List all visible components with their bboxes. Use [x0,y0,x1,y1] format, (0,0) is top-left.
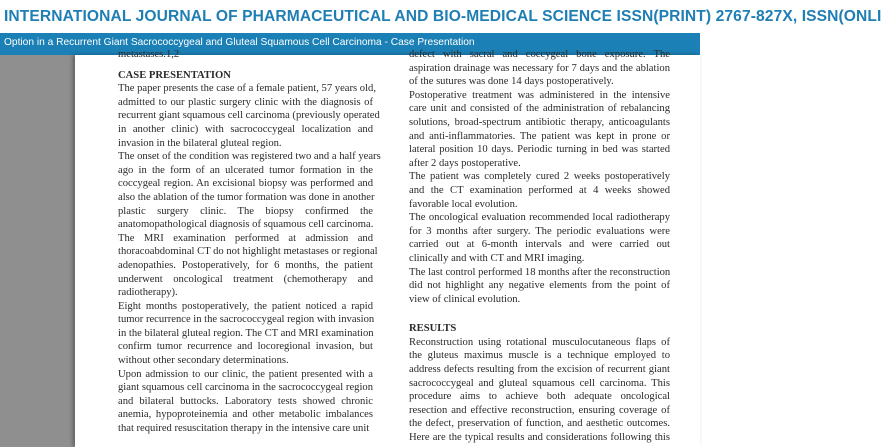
text-line: thoracoabdominal CT do not highlight metastases or regional [118,246,378,258]
article-title: Option in a Recurrent Giant Sacrococcygeal and Gluteal Squamous Cell Carcinoma - Case Presentation [4,37,475,48]
right-paragraph-4 [409,266,670,307]
left-paragraph-2 [118,150,381,300]
text-line: the gluteus maximus muscle is a technique employed to [409,350,670,362]
text-line: clinically and with CT and MRI imaging. [409,252,585,264]
text-line: aspiration drainage was necessary for 7 days and the ablation [409,62,670,74]
right-paragraph-3 [409,211,670,265]
text-line: recurrent giant squamous cell carcinoma (previously operated [118,110,380,122]
pdf-viewer[interactable] [0,49,700,447]
text-line: in another clinic) with sacrococcygeal localization and [118,123,373,135]
case-presentation-heading: CASE PRESENTATION [118,69,231,81]
text-line: care unit and consisted of the administration of rebalancing [409,103,670,115]
text-line: of the sutures was done 14 days postoperatively. [409,76,614,88]
text-line: plastic surgery clinic. The biopsy confirmed the [118,205,373,217]
text-line: Reconstruction using rotational musculocutaneous flaps of [409,336,670,348]
text-line: anemia, hypoproteinemia and other metabolic imbalances [118,409,373,421]
text-line: The onset of the condition was registered two and a half years [118,151,381,163]
text-line: for 3 months after surgery. The periodic evaluations were [409,225,670,237]
text-line: the defect, preservation of function, and aesthetic outcomes. [409,418,670,430]
text-line: underwent oncological treatment (chemotherapy and [118,273,373,285]
left-top-fragment: metastases.1,2 [118,49,180,60]
text-line: anatomopathological diagnosis of squamous cell carcinoma. [118,219,374,231]
text-line: and anti-inflammatories. The patient was kept in prone or [409,130,670,142]
text-line: did not highlight any negative elements from the point of [409,280,670,292]
text-line: without other secondary determinations. [118,355,289,367]
left-paragraph-4 [118,368,373,436]
text-line: coccygeal region. An excisional biopsy was performed and [118,178,373,190]
text-line: The MRI examination performed at admission and [118,232,373,244]
results-heading: RESULTS [409,323,457,335]
text-line: Upon admission to our clinic, the patient presented with a [118,368,373,380]
text-line: solutions, broad-spectrum antibiotic therapy, anticoagulants [409,116,670,128]
text-line: invasion in the bilateral gluteal region. [118,137,282,149]
right-paragraph-2 [409,170,670,211]
text-line: view of clinical evolution. [409,293,521,305]
text-line: lateral position 10 days. Periodic turning in bed was started [409,144,670,156]
text-line: and the CT examination performed at 4 weeks showed [409,184,670,196]
pdf-page[interactable] [75,49,700,447]
text-line: admitted to our plastic surgery clinic with the diagnosis of [118,96,373,108]
right-paragraph-1 [409,89,670,171]
text-line: ago in the form of an ulcerated tumor formation in the [118,164,373,176]
text-line: carried out at 6-month intervals and were carried out [409,239,670,251]
text-line: that required resuscitation therapy in the intensive care unit [118,423,370,435]
text-line: The last control performed 18 months after the reconstruction [409,266,671,278]
text-line: Eight months postoperatively, the patient noticed a rapid [118,300,373,312]
right-top-fragment: defect with sacral and coccygeal bone exposure. The [409,49,670,60]
text-line: sacrococcygeal and gluteal squamous cell carcinoma. This [409,377,670,389]
journal-title: INTERNATIONAL JOURNAL OF PHARMACEUTICAL AND BIO-MEDICAL SCIENCE ISSN(PRINT) 2767-827X, ISSN(ONLI [4,8,881,25]
text-line: The patient was completely cured 2 weeks postoperatively [409,171,670,183]
text-line: Postoperative treatment was administered in the intensive [409,89,670,101]
text-line: The oncological evaluation recommended local radiotherapy [409,212,670,224]
right-paragraph-0 [409,62,670,89]
text-line: The paper presents the case of a female patient, 57 years old, [118,83,376,95]
text-line: giant squamous cell carcinoma in the sacrococcygeal region [118,382,373,394]
text-line: radiotherapy). [118,287,178,299]
left-paragraph-1 [118,82,380,150]
text-line: Here are the typical results and considerations following this [409,432,670,444]
text-line: and bilateral buttocks. Laboratory tests showed chronic [118,395,373,407]
text-line: address defects resulting from the excision of recurrent giant [409,364,670,376]
text-line: adenopathies. Postoperatively, for 6 months, the patient [118,259,373,271]
text-line: resection and effective reconstruction, ensuring coverage of [409,404,670,416]
text-line: after 2 days postoperative. [409,157,521,169]
left-paragraph-3 [118,300,373,368]
text-line: also the ablation of the tumor formation was done in another [118,191,375,203]
viewer-background [0,55,75,447]
text-line: procedure aims to achieve both adequate oncological [409,391,670,403]
text-line: favorable local evolution. [409,198,518,210]
right-column [409,49,671,445]
text-line: tumor recurrence in the sacrococcygeal region with invasion [118,314,375,326]
left-column [118,49,381,436]
right-paragraph-5 [409,336,670,445]
journal-header [0,0,881,33]
text-line: confirm tumor recurrence and locoregional invasion, but [118,341,373,353]
text-line: in the bilateral gluteal region. The CT and MRI examination [118,327,374,339]
